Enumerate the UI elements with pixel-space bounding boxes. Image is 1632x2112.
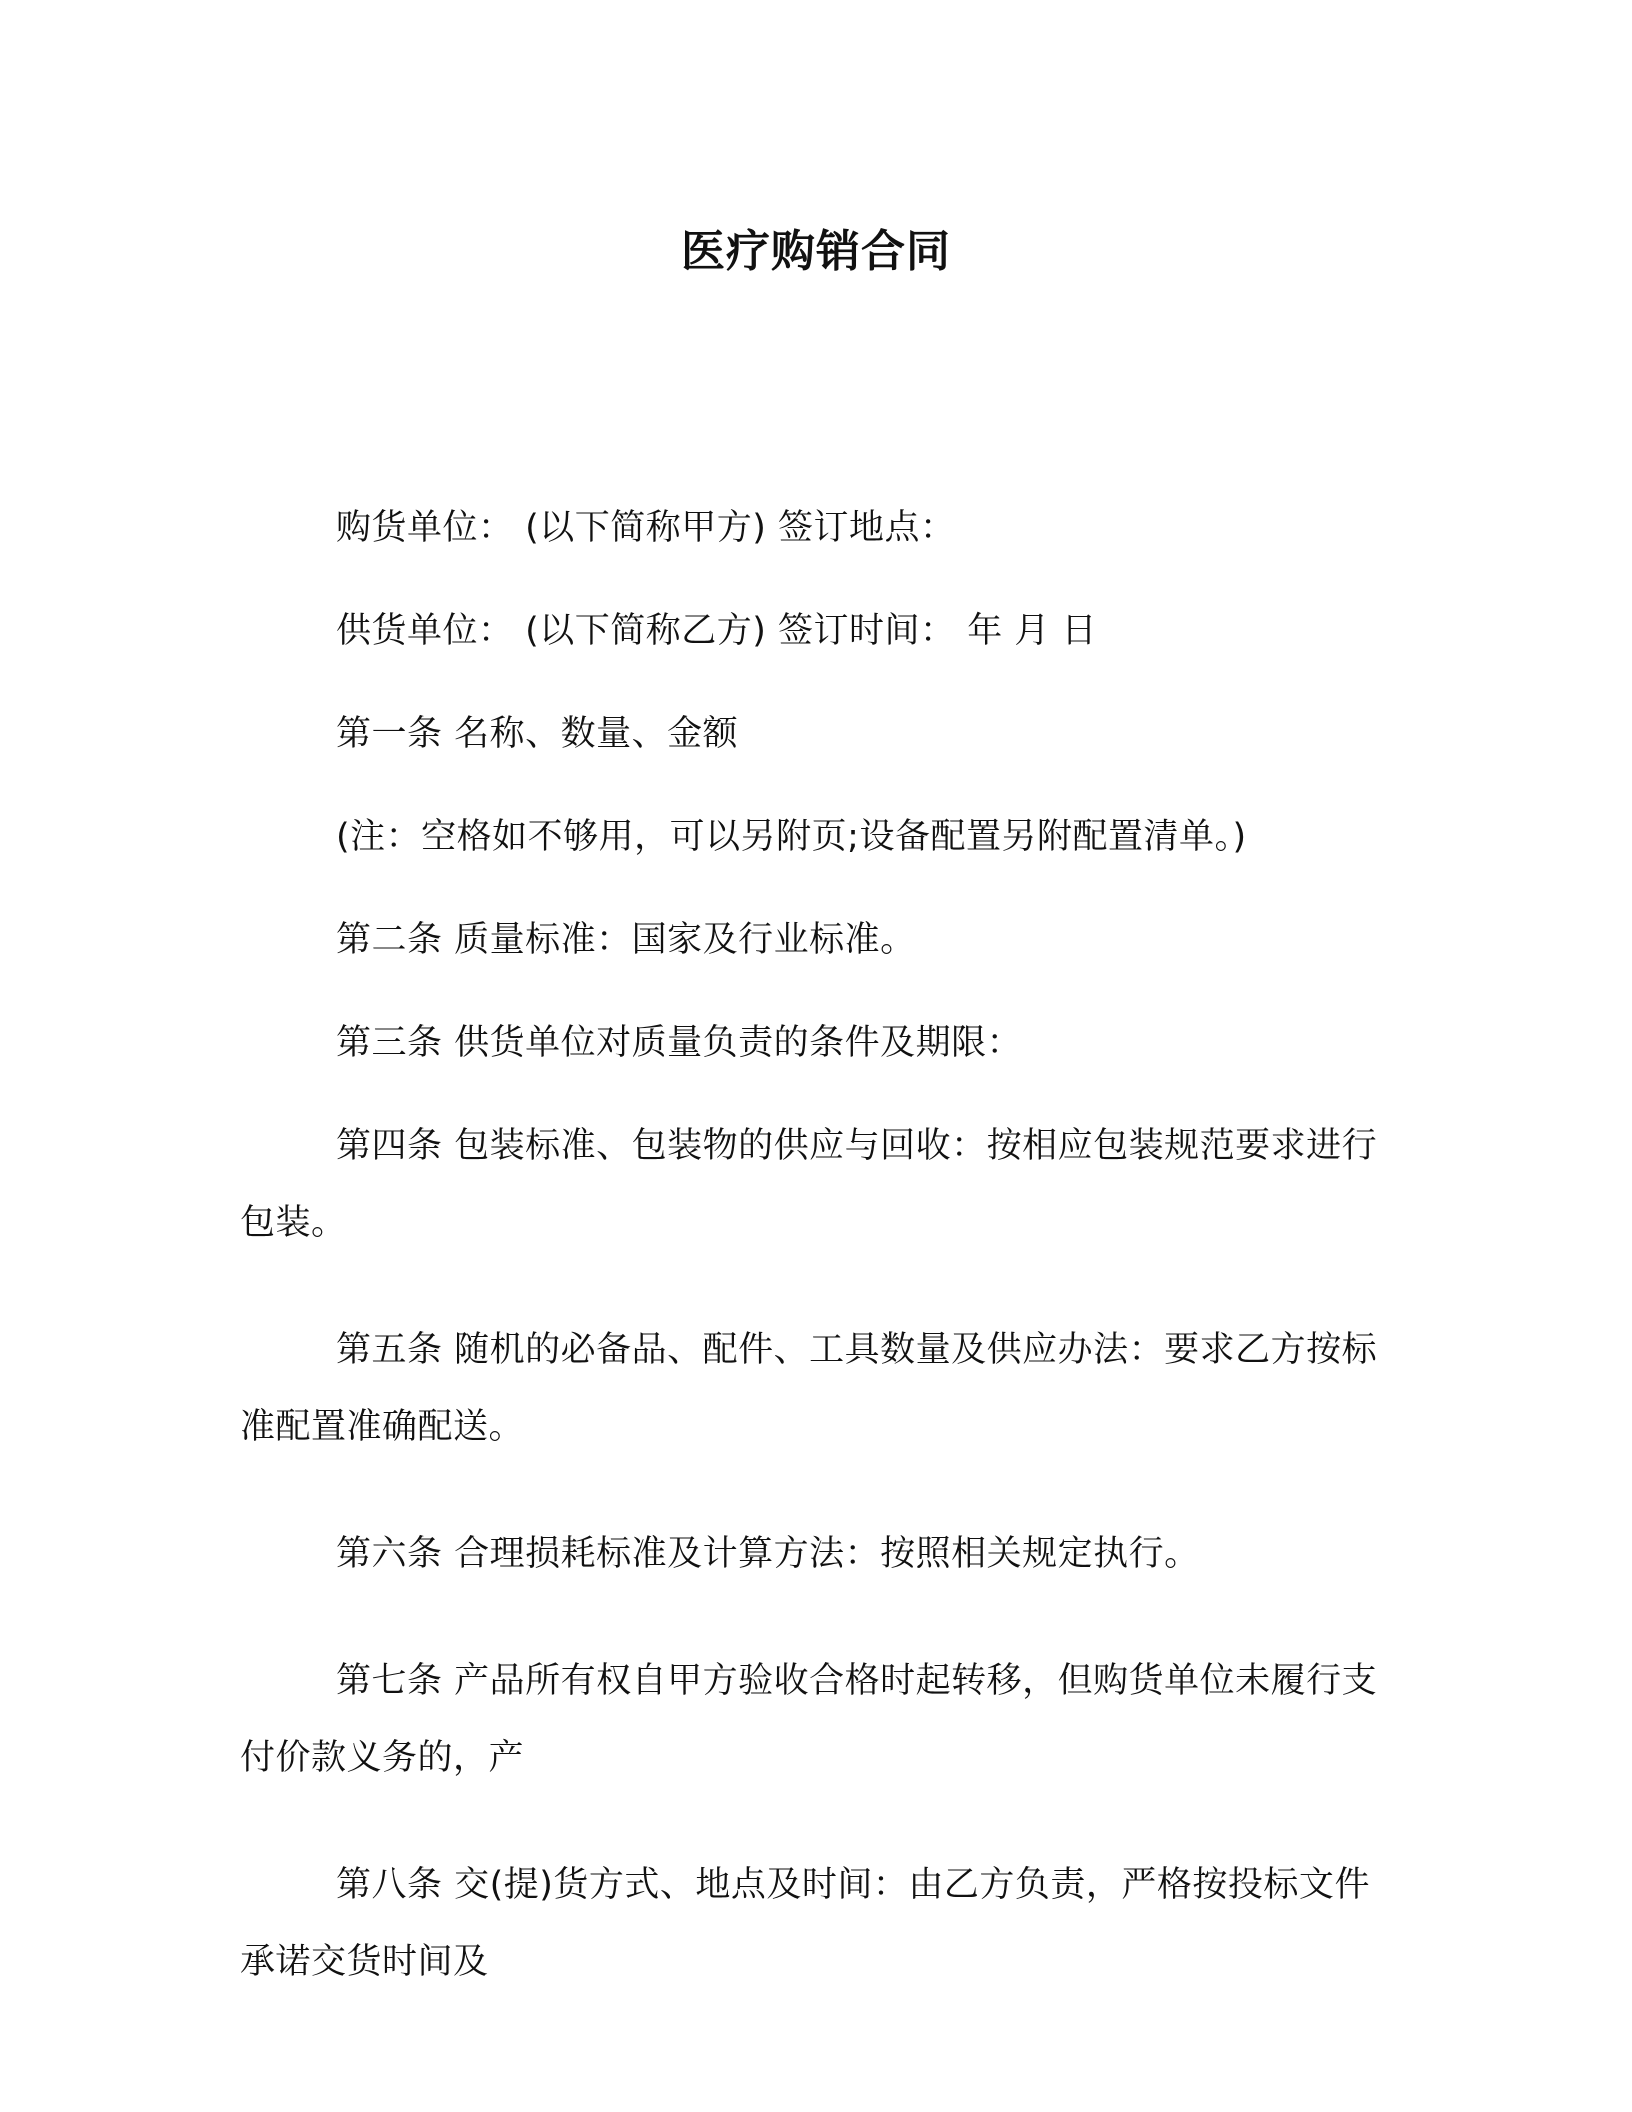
document-body [240, 490, 1390, 2001]
article-2: 第二条 质量标准：国家及行业标准。 [336, 920, 916, 960]
article-8: 第八条 交(提)货方式、地点及时间：由乙方负责，严格按投标文件承诺交货时间及 [240, 1865, 1370, 1982]
article-3: 第三条 供货单位对质量负责的条件及期限： [336, 1023, 1023, 1063]
article-7: 第七条 产品所有权自甲方验收合格时起转移，但购货单位未履行支付价款义务的，产 [240, 1661, 1378, 1778]
article-6: 第六条 合理损耗标准及计算方法：按照相关规定执行。 [336, 1534, 1200, 1574]
purchaser-line: 购货单位： (以下简称甲方) 签订地点： [336, 508, 956, 548]
article-5: 第五条 随机的必备品、配件、工具数量及供应办法：要求乙方按标准配置准确配送。 [240, 1330, 1378, 1447]
article-1: 第一条 名称、数量、金额 [336, 714, 739, 754]
supplier-line: 供货单位： (以下简称乙方) 签订时间： 年 月 日 [336, 611, 1097, 651]
article-1-note: (注：空格如不够用，可以另附页;设备配置另附配置清单。) [336, 817, 1247, 857]
document-title: 医疗购销合同 [681, 226, 951, 277]
article-4: 第四条 包装标准、包装物的供应与回收：按相应包装规范要求进行包装。 [240, 1126, 1378, 1243]
